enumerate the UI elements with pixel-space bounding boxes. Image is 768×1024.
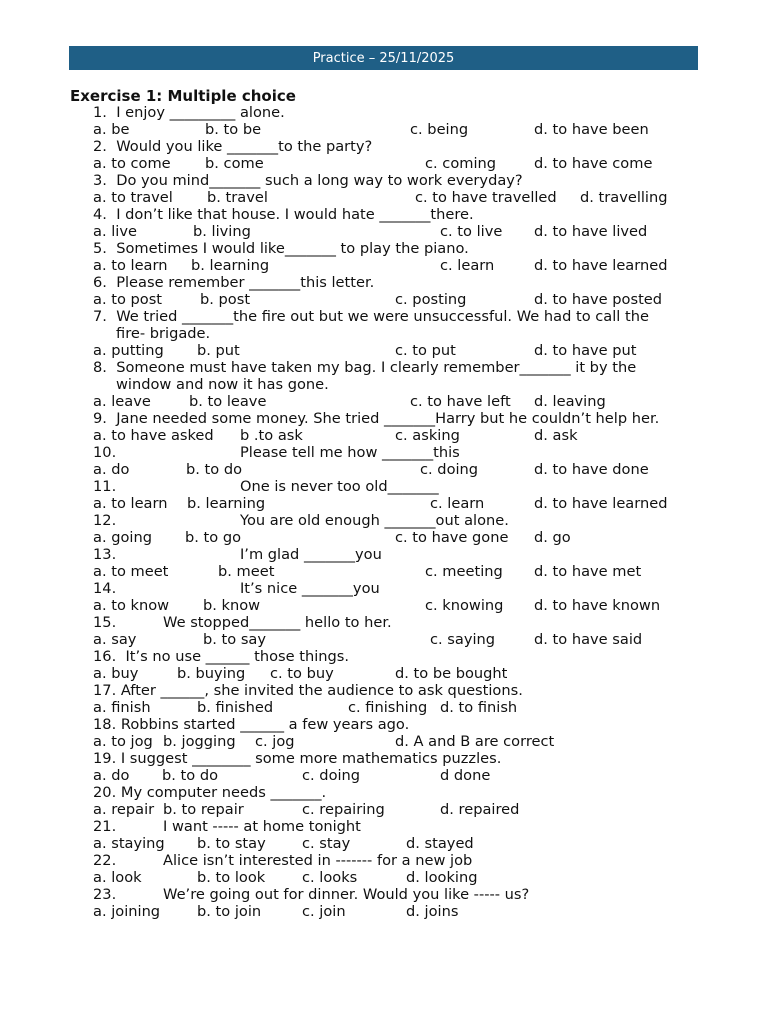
question-number: 10. — [93, 444, 117, 461]
answer-option: d. go — [534, 529, 571, 546]
options-line — [0, 563, 768, 580]
question-text: 6. Please remember _______this letter. — [93, 274, 375, 291]
answer-option: c. finishing — [348, 699, 428, 716]
answer-option: b. travel — [207, 189, 268, 206]
header-bar — [69, 46, 698, 70]
options-line — [0, 835, 768, 852]
question-line — [0, 852, 768, 869]
answer-option: d. travelling — [580, 189, 668, 206]
answer-option: c. looks — [302, 869, 358, 886]
answer-option: b .to ask — [240, 427, 303, 444]
answer-option: b. put — [197, 342, 240, 359]
answer-option: d. to have been — [534, 121, 649, 138]
options-line — [0, 733, 768, 750]
answer-option: a. to travel — [93, 189, 173, 206]
question-line — [0, 512, 768, 529]
question-text: I’m glad _______you — [240, 546, 382, 563]
answer-option: d. to have said — [534, 631, 643, 648]
answer-option: d. to have come — [534, 155, 653, 172]
page-header-title: Practice – 25/11/2025 — [312, 50, 455, 66]
answer-option: d. looking — [406, 869, 478, 886]
options-line — [0, 461, 768, 478]
question-number: 21. — [93, 818, 117, 835]
answer-option: b. to look — [197, 869, 266, 886]
question-number: 12. — [93, 512, 117, 529]
question-continuation — [0, 376, 768, 393]
question-line — [0, 478, 768, 495]
answer-option: b. meet — [218, 563, 275, 580]
question-line — [0, 172, 768, 189]
question-line — [0, 716, 768, 733]
answer-option: d. stayed — [406, 835, 474, 852]
question-text: 9. Jane needed some money. She tried _______Harry but he couldn’t help her. — [93, 410, 660, 427]
question-number: 15. — [93, 614, 117, 631]
answer-option: a. to learn — [93, 495, 168, 512]
answer-option: a. to have asked — [93, 427, 214, 444]
question-line — [0, 444, 768, 461]
answer-option: d. repaired — [440, 801, 520, 818]
answer-option: a. finish — [93, 699, 151, 716]
question-text: I want ----- at home tonight — [163, 818, 361, 835]
answer-option: c. to have travelled — [415, 189, 557, 206]
answer-option: b. to say — [203, 631, 267, 648]
question-number: 23. — [93, 886, 117, 903]
options-line — [0, 495, 768, 512]
answer-option: b. learning — [187, 495, 266, 512]
question-text: 19. I suggest ________ some more mathematics puzzles. — [93, 750, 502, 767]
answer-option: c. coming — [425, 155, 497, 172]
answer-option: c. asking — [395, 427, 460, 444]
answer-option: d done — [440, 767, 491, 784]
options-line — [0, 665, 768, 682]
answer-option: d. to have learned — [534, 495, 668, 512]
answer-option: d. to have known — [534, 597, 661, 614]
question-text: 5. Sometimes I would like_______ to play the piano. — [93, 240, 469, 257]
answer-option: a. putting — [93, 342, 164, 359]
answer-option: d. to have met — [534, 563, 642, 580]
answer-option: a. joining — [93, 903, 161, 920]
answer-option: d. to have put — [534, 342, 637, 359]
options-line — [0, 699, 768, 716]
answer-option: a. to post — [93, 291, 163, 308]
answer-option: b. learning — [191, 257, 270, 274]
question-text: 1. I enjoy _________ alone. — [93, 104, 285, 121]
options-line — [0, 767, 768, 784]
options-line — [0, 342, 768, 359]
question-text: One is never too old_______ — [240, 478, 439, 495]
options-line — [0, 597, 768, 614]
question-continuation — [0, 325, 768, 342]
options-line — [0, 869, 768, 886]
question-line — [0, 784, 768, 801]
answer-option: a. look — [93, 869, 142, 886]
question-number: 11. — [93, 478, 117, 495]
question-number: 22. — [93, 852, 117, 869]
options-line — [0, 427, 768, 444]
answer-option: d. joins — [406, 903, 459, 920]
options-line — [0, 155, 768, 172]
question-line — [0, 614, 768, 631]
question-line — [0, 274, 768, 291]
answer-option: c. repairing — [302, 801, 385, 818]
question-text: Alice isn’t interested in ------- for a new job — [163, 852, 473, 869]
answer-option: b. post — [200, 291, 251, 308]
answer-option: b. know — [203, 597, 261, 614]
question-line — [0, 580, 768, 597]
answer-option: c. to live — [440, 223, 503, 240]
answer-option: c. posting — [395, 291, 467, 308]
answer-option: c. join — [302, 903, 346, 920]
question-text: We stopped_______ hello to her. — [163, 614, 392, 631]
answer-option: c. jog — [255, 733, 295, 750]
question-text: 3. Do you mind_______ such a long way to work everyday? — [93, 172, 523, 189]
answer-option: c. being — [410, 121, 469, 138]
options-line — [0, 291, 768, 308]
question-line — [0, 104, 768, 121]
question-line — [0, 410, 768, 427]
answer-option: b. to repair — [163, 801, 244, 818]
question-text: 18. Robbins started ______ a few years ago. — [93, 716, 410, 733]
answer-option: a. to know — [93, 597, 170, 614]
answer-option: a. buy — [93, 665, 139, 682]
answer-option: a. do — [93, 461, 130, 478]
answer-option: c. doing — [420, 461, 479, 478]
question-text-continued: fire- brigade. — [116, 325, 211, 342]
question-line — [0, 886, 768, 903]
question-text-continued: window and now it has gone. — [116, 376, 329, 393]
answer-option: c. to put — [395, 342, 456, 359]
question-line — [0, 750, 768, 767]
answer-option: c. stay — [302, 835, 351, 852]
answer-option: a. leave — [93, 393, 151, 410]
answer-option: a. staying — [93, 835, 165, 852]
options-line — [0, 529, 768, 546]
answer-option: a. to jog — [93, 733, 153, 750]
question-text: We’re going out for dinner. Would you like ----- us? — [163, 886, 530, 903]
answer-option: b. jogging — [163, 733, 236, 750]
answer-option: b. to leave — [189, 393, 267, 410]
question-line — [0, 240, 768, 257]
answer-option: d. A and B are correct — [395, 733, 555, 750]
answer-option: d. to have learned — [534, 257, 668, 274]
answer-option: c. to buy — [270, 665, 334, 682]
answer-option: a. to meet — [93, 563, 169, 580]
question-number: 13. — [93, 546, 117, 563]
question-text: 20. My computer needs _______. — [93, 784, 327, 801]
answer-option: a. live — [93, 223, 137, 240]
options-line — [0, 189, 768, 206]
question-text: Please tell me how _______this — [240, 444, 460, 461]
question-line — [0, 138, 768, 155]
question-line — [0, 682, 768, 699]
question-text: 7. We tried _______the fire out but we were unsuccessful. We had to call the — [93, 308, 649, 325]
options-line — [0, 223, 768, 240]
answer-option: c. doing — [302, 767, 361, 784]
answer-option: b. come — [205, 155, 264, 172]
question-text: 2. Would you like _______to the party? — [93, 138, 373, 155]
question-text: 4. I don’t like that house. I would hate _______there. — [93, 206, 474, 223]
question-text: It’s nice _______you — [240, 580, 380, 597]
options-line — [0, 801, 768, 818]
answer-option: b. to join — [197, 903, 262, 920]
question-line — [0, 546, 768, 563]
answer-option: b. to go — [185, 529, 242, 546]
answer-option: a. do — [93, 767, 130, 784]
answer-option: d. to have done — [534, 461, 649, 478]
answer-option: b. to do — [162, 767, 219, 784]
options-line — [0, 631, 768, 648]
question-number: 14. — [93, 580, 117, 597]
answer-option: d. to have posted — [534, 291, 663, 308]
question-line — [0, 308, 768, 325]
answer-option: b. to do — [186, 461, 243, 478]
answer-option: a. repair — [93, 801, 155, 818]
answer-option: d. to finish — [440, 699, 518, 716]
answer-option: b. to stay — [197, 835, 266, 852]
answer-option: a. to learn — [93, 257, 168, 274]
options-line — [0, 393, 768, 410]
question-text: You are old enough _______out alone. — [240, 512, 509, 529]
answer-option: a. going — [93, 529, 152, 546]
question-text: 16. It’s no use ______ those things. — [93, 648, 350, 665]
question-line — [0, 818, 768, 835]
question-line — [0, 206, 768, 223]
answer-option: c. to have left — [410, 393, 511, 410]
answer-option: b. buying — [177, 665, 246, 682]
answer-option: b. living — [193, 223, 251, 240]
answer-option: a. be — [93, 121, 130, 138]
answer-option: c. saying — [430, 631, 496, 648]
answer-option: c. knowing — [425, 597, 504, 614]
options-line — [0, 121, 768, 138]
answer-option: c. learn — [440, 257, 495, 274]
answer-option: c. learn — [430, 495, 485, 512]
answer-option: a. to come — [93, 155, 171, 172]
answer-option: d. leaving — [534, 393, 606, 410]
answer-option: c. meeting — [425, 563, 503, 580]
question-text: 8. Someone must have taken my bag. I clearly remember_______ it by the — [93, 359, 637, 376]
exercise-title: Exercise 1: Multiple choice — [70, 87, 296, 105]
answer-option: a. say — [93, 631, 137, 648]
question-text: 17. After ______, she invited the audience to ask questions. — [93, 682, 523, 699]
question-line — [0, 648, 768, 665]
question-line — [0, 359, 768, 376]
options-line — [0, 257, 768, 274]
answer-option: b. to be — [205, 121, 262, 138]
options-line — [0, 903, 768, 920]
answer-option: d. to have lived — [534, 223, 648, 240]
answer-option: c. to have gone — [395, 529, 509, 546]
answer-option: d. to be bought — [395, 665, 508, 682]
answer-option: b. finished — [197, 699, 274, 716]
answer-option: d. ask — [534, 427, 578, 444]
